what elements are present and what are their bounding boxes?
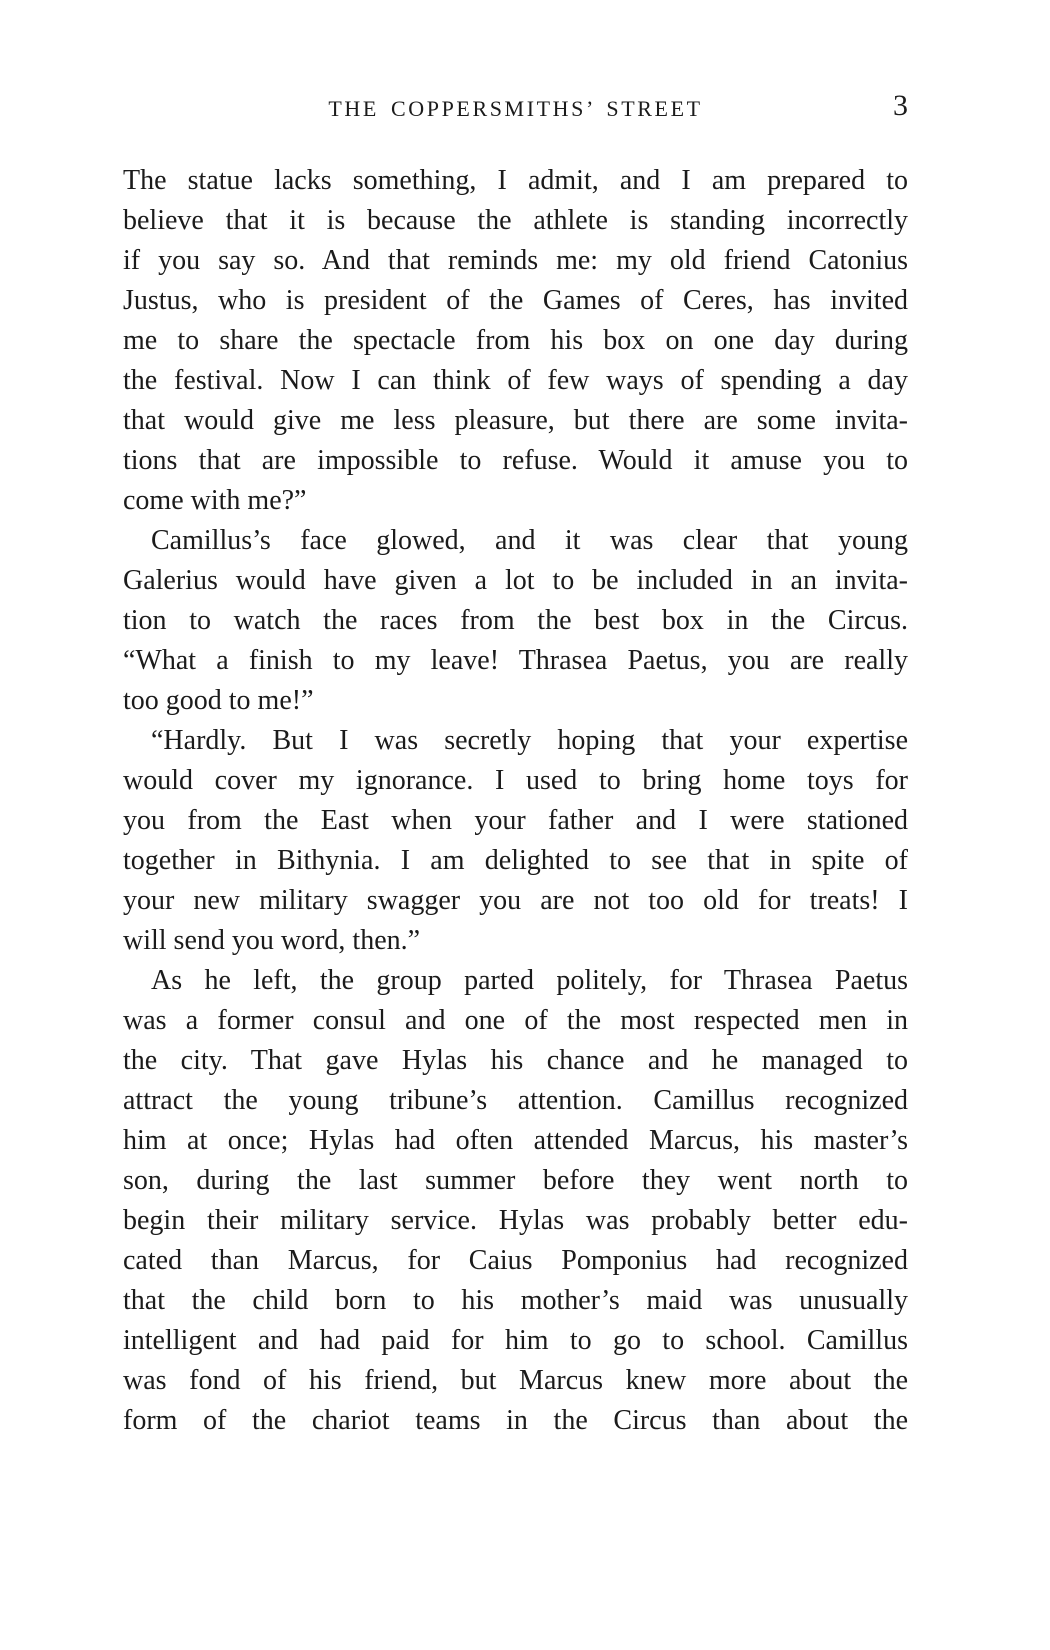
text-line: was a former consul and one of the most respected men in <box>123 1005 908 1036</box>
text-line: “Hardly. But I was secretly hoping that your expertise <box>151 725 908 756</box>
text-line: me to share the spectacle from his box on one day during <box>123 325 908 356</box>
text-line: too good to me!” <box>123 685 314 716</box>
page-header <box>123 89 908 128</box>
text-line: you from the East when your father and I were stationed <box>123 805 908 836</box>
paragraph <box>123 721 908 961</box>
text-line: your new military swagger you are not too old for treats! I <box>123 885 908 916</box>
text-line: would cover my ignorance. I used to bring home toys for <box>123 765 908 796</box>
text-line: come with me?” <box>123 485 307 516</box>
text-line: cated than Marcus, for Caius Pomponius had recognized <box>123 1245 908 1276</box>
text-line: As he left, the group parted politely, for Thrasea Paetus <box>151 965 908 996</box>
text-line: “What a finish to my leave! Thrasea Paetus, you are really <box>123 645 908 676</box>
text-line: the festival. Now I can think of few ways of spending a day <box>123 365 908 396</box>
text-line: will send you word, then.” <box>123 925 421 956</box>
text-line: tion to watch the races from the best box in the Circus. <box>123 605 908 636</box>
text-line: The statue lacks something, I admit, and I am prepared to <box>123 165 908 196</box>
text-line: believe that it is because the athlete is standing incorrectly <box>123 205 908 236</box>
paragraph <box>123 161 908 521</box>
text-line: Galerius would have given a lot to be included in an invita- <box>123 565 908 596</box>
text-line: form of the chariot teams in the Circus than about the <box>123 1405 908 1436</box>
page-number: 3 <box>893 89 908 122</box>
text-line: that would give me less pleasure, but there are some invita- <box>123 405 908 436</box>
text-line: was fond of his friend, but Marcus knew more about the <box>123 1365 908 1396</box>
text-line: Camillus’s face glowed, and it was clear that young <box>151 525 908 556</box>
text-line: intelligent and had paid for him to go to school. Camillus <box>123 1325 908 1356</box>
text-line: him at once; Hylas had often attended Marcus, his master’s <box>123 1125 908 1156</box>
text-line: the city. That gave Hylas his chance and he managed to <box>123 1045 908 1076</box>
text-line: son, during the last summer before they went north to <box>123 1165 908 1196</box>
paragraph <box>123 961 908 1441</box>
text-line: attract the young tribune’s attention. Camillus recognized <box>123 1085 908 1116</box>
text-line: if you say so. And that reminds me: my old friend Catonius <box>123 245 908 276</box>
body-text <box>123 161 908 1441</box>
text-line: together in Bithynia. I am delighted to see that in spite of <box>123 845 908 876</box>
running-title: THE COPPERSMITHS’ STREET <box>328 96 703 121</box>
text-line: tions that are impossible to refuse. Would it amuse you to <box>123 445 908 476</box>
text-line: that the child born to his mother’s maid was unusually <box>123 1285 908 1316</box>
paragraph <box>123 521 908 721</box>
text-line: begin their military service. Hylas was probably better edu- <box>123 1205 908 1236</box>
text-line: Justus, who is president of the Games of Ceres, has invited <box>123 285 908 316</box>
